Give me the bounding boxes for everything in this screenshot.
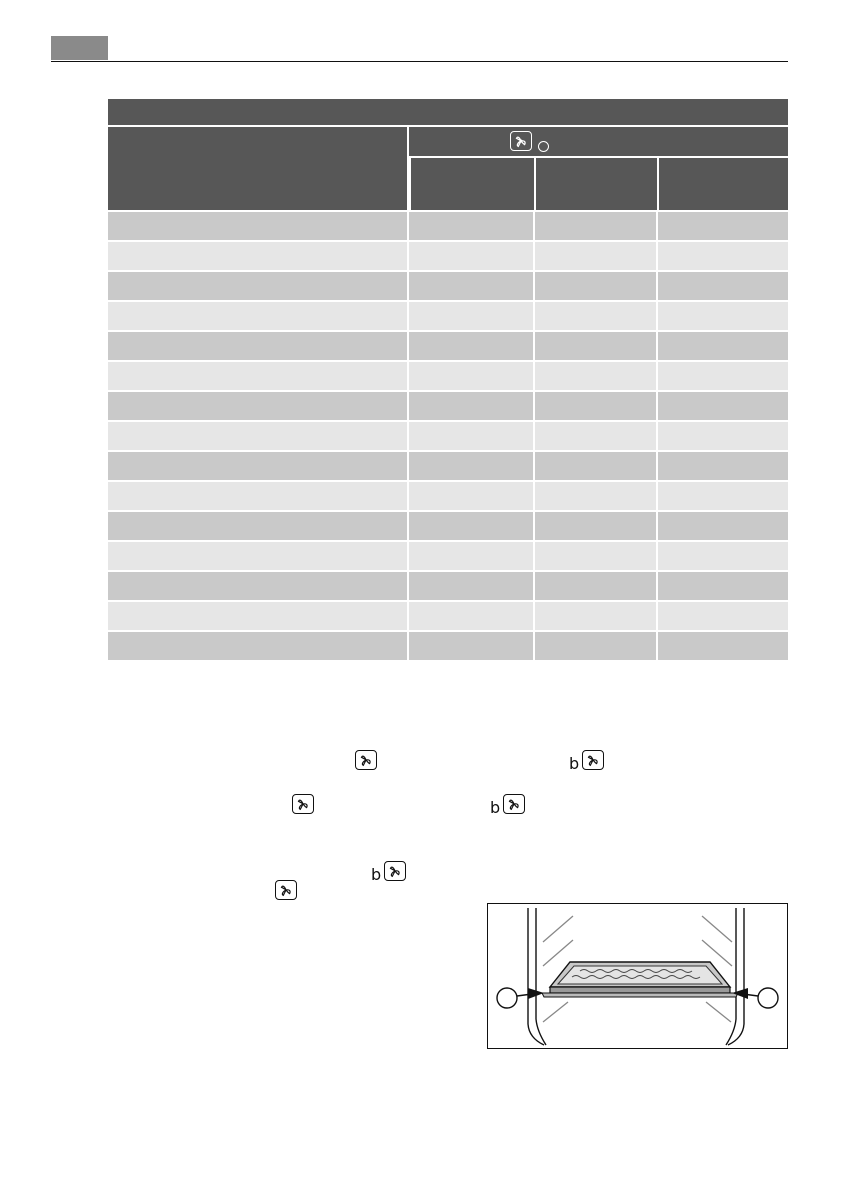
table-cell xyxy=(535,392,656,420)
column-header xyxy=(659,158,788,210)
table-cell xyxy=(409,242,533,270)
table-cell xyxy=(409,482,533,510)
table-cell xyxy=(535,302,656,330)
table-row xyxy=(108,602,788,630)
b-label: b xyxy=(371,865,382,884)
table-row xyxy=(108,482,788,510)
table-cell xyxy=(409,422,533,450)
table-row xyxy=(108,302,788,330)
table-row xyxy=(108,452,788,480)
table-row xyxy=(108,512,788,540)
column-header xyxy=(536,158,656,210)
table-cell xyxy=(108,452,407,480)
b-label: b xyxy=(490,798,501,817)
table-cell xyxy=(658,332,788,360)
table-cell xyxy=(409,512,533,540)
fan-icon xyxy=(582,750,604,770)
table-cell xyxy=(658,452,788,480)
steam-icon xyxy=(538,141,549,152)
table-header xyxy=(108,127,788,210)
table-cell xyxy=(409,602,533,630)
table-cell xyxy=(108,302,407,330)
table-cell xyxy=(409,302,533,330)
table-cell xyxy=(409,332,533,360)
table-row xyxy=(108,362,788,390)
table-cell xyxy=(535,332,656,360)
table-row xyxy=(108,242,788,270)
fan-icon xyxy=(355,750,377,770)
table-cell xyxy=(535,542,656,570)
table-cell xyxy=(108,392,407,420)
fan-icon xyxy=(384,861,406,881)
section-tab-marker xyxy=(51,36,108,60)
table-cell xyxy=(658,362,788,390)
table-cell xyxy=(535,602,656,630)
table-row xyxy=(108,212,788,240)
table-row xyxy=(108,632,788,660)
table-cell xyxy=(658,392,788,420)
fan-icon xyxy=(503,794,525,814)
column-header xyxy=(411,158,534,210)
table-cell xyxy=(108,602,407,630)
table-row xyxy=(108,422,788,450)
table-cell xyxy=(409,632,533,660)
table-cell xyxy=(658,242,788,270)
table-cell xyxy=(108,572,407,600)
table-cell xyxy=(535,572,656,600)
table-cell xyxy=(658,272,788,300)
table-cell xyxy=(658,572,788,600)
oven-shelf-illustration xyxy=(487,903,788,1049)
table-cell xyxy=(658,422,788,450)
callout-circle-right xyxy=(758,988,778,1008)
table-row xyxy=(108,542,788,570)
table-cell xyxy=(658,482,788,510)
table-cell xyxy=(108,632,407,660)
fan-icon xyxy=(292,794,314,814)
fan-icon xyxy=(275,880,297,900)
table-cell xyxy=(658,542,788,570)
table-row xyxy=(108,332,788,360)
table-cell xyxy=(535,272,656,300)
table-cell xyxy=(535,452,656,480)
table-cell xyxy=(108,422,407,450)
header-rule xyxy=(51,61,788,62)
table-row xyxy=(108,392,788,420)
table-title-bar xyxy=(108,99,788,125)
table-cell xyxy=(409,392,533,420)
table-cell xyxy=(108,482,407,510)
table-cell xyxy=(658,302,788,330)
table-cell xyxy=(409,452,533,480)
cooking-table xyxy=(108,99,788,660)
b-label: b xyxy=(569,754,580,773)
table-row xyxy=(108,272,788,300)
table-group-header xyxy=(409,127,788,156)
table-cell xyxy=(409,572,533,600)
table-body xyxy=(108,212,788,660)
table-cell xyxy=(108,242,407,270)
table-header-right xyxy=(409,127,788,210)
table-cell xyxy=(535,212,656,240)
table-cell xyxy=(535,422,656,450)
table-cell xyxy=(409,362,533,390)
table-cell xyxy=(535,242,656,270)
table-cell xyxy=(409,542,533,570)
table-row xyxy=(108,572,788,600)
table-cell xyxy=(535,482,656,510)
table-header-left xyxy=(108,127,407,210)
table-cell xyxy=(658,602,788,630)
table-cell xyxy=(658,512,788,540)
table-cell xyxy=(535,362,656,390)
table-cell xyxy=(409,272,533,300)
fan-icon xyxy=(510,131,532,151)
callout-circle-left xyxy=(497,988,517,1008)
table-cell xyxy=(108,272,407,300)
table-subheaders xyxy=(409,158,788,210)
table-cell xyxy=(535,632,656,660)
table-cell xyxy=(108,512,407,540)
table-cell xyxy=(108,332,407,360)
table-cell xyxy=(108,362,407,390)
oven-shelf-drawing xyxy=(488,904,787,1048)
table-cell xyxy=(108,212,407,240)
table-cell xyxy=(535,512,656,540)
table-cell xyxy=(108,542,407,570)
table-cell xyxy=(658,632,788,660)
table-cell xyxy=(409,212,533,240)
table-cell xyxy=(658,212,788,240)
